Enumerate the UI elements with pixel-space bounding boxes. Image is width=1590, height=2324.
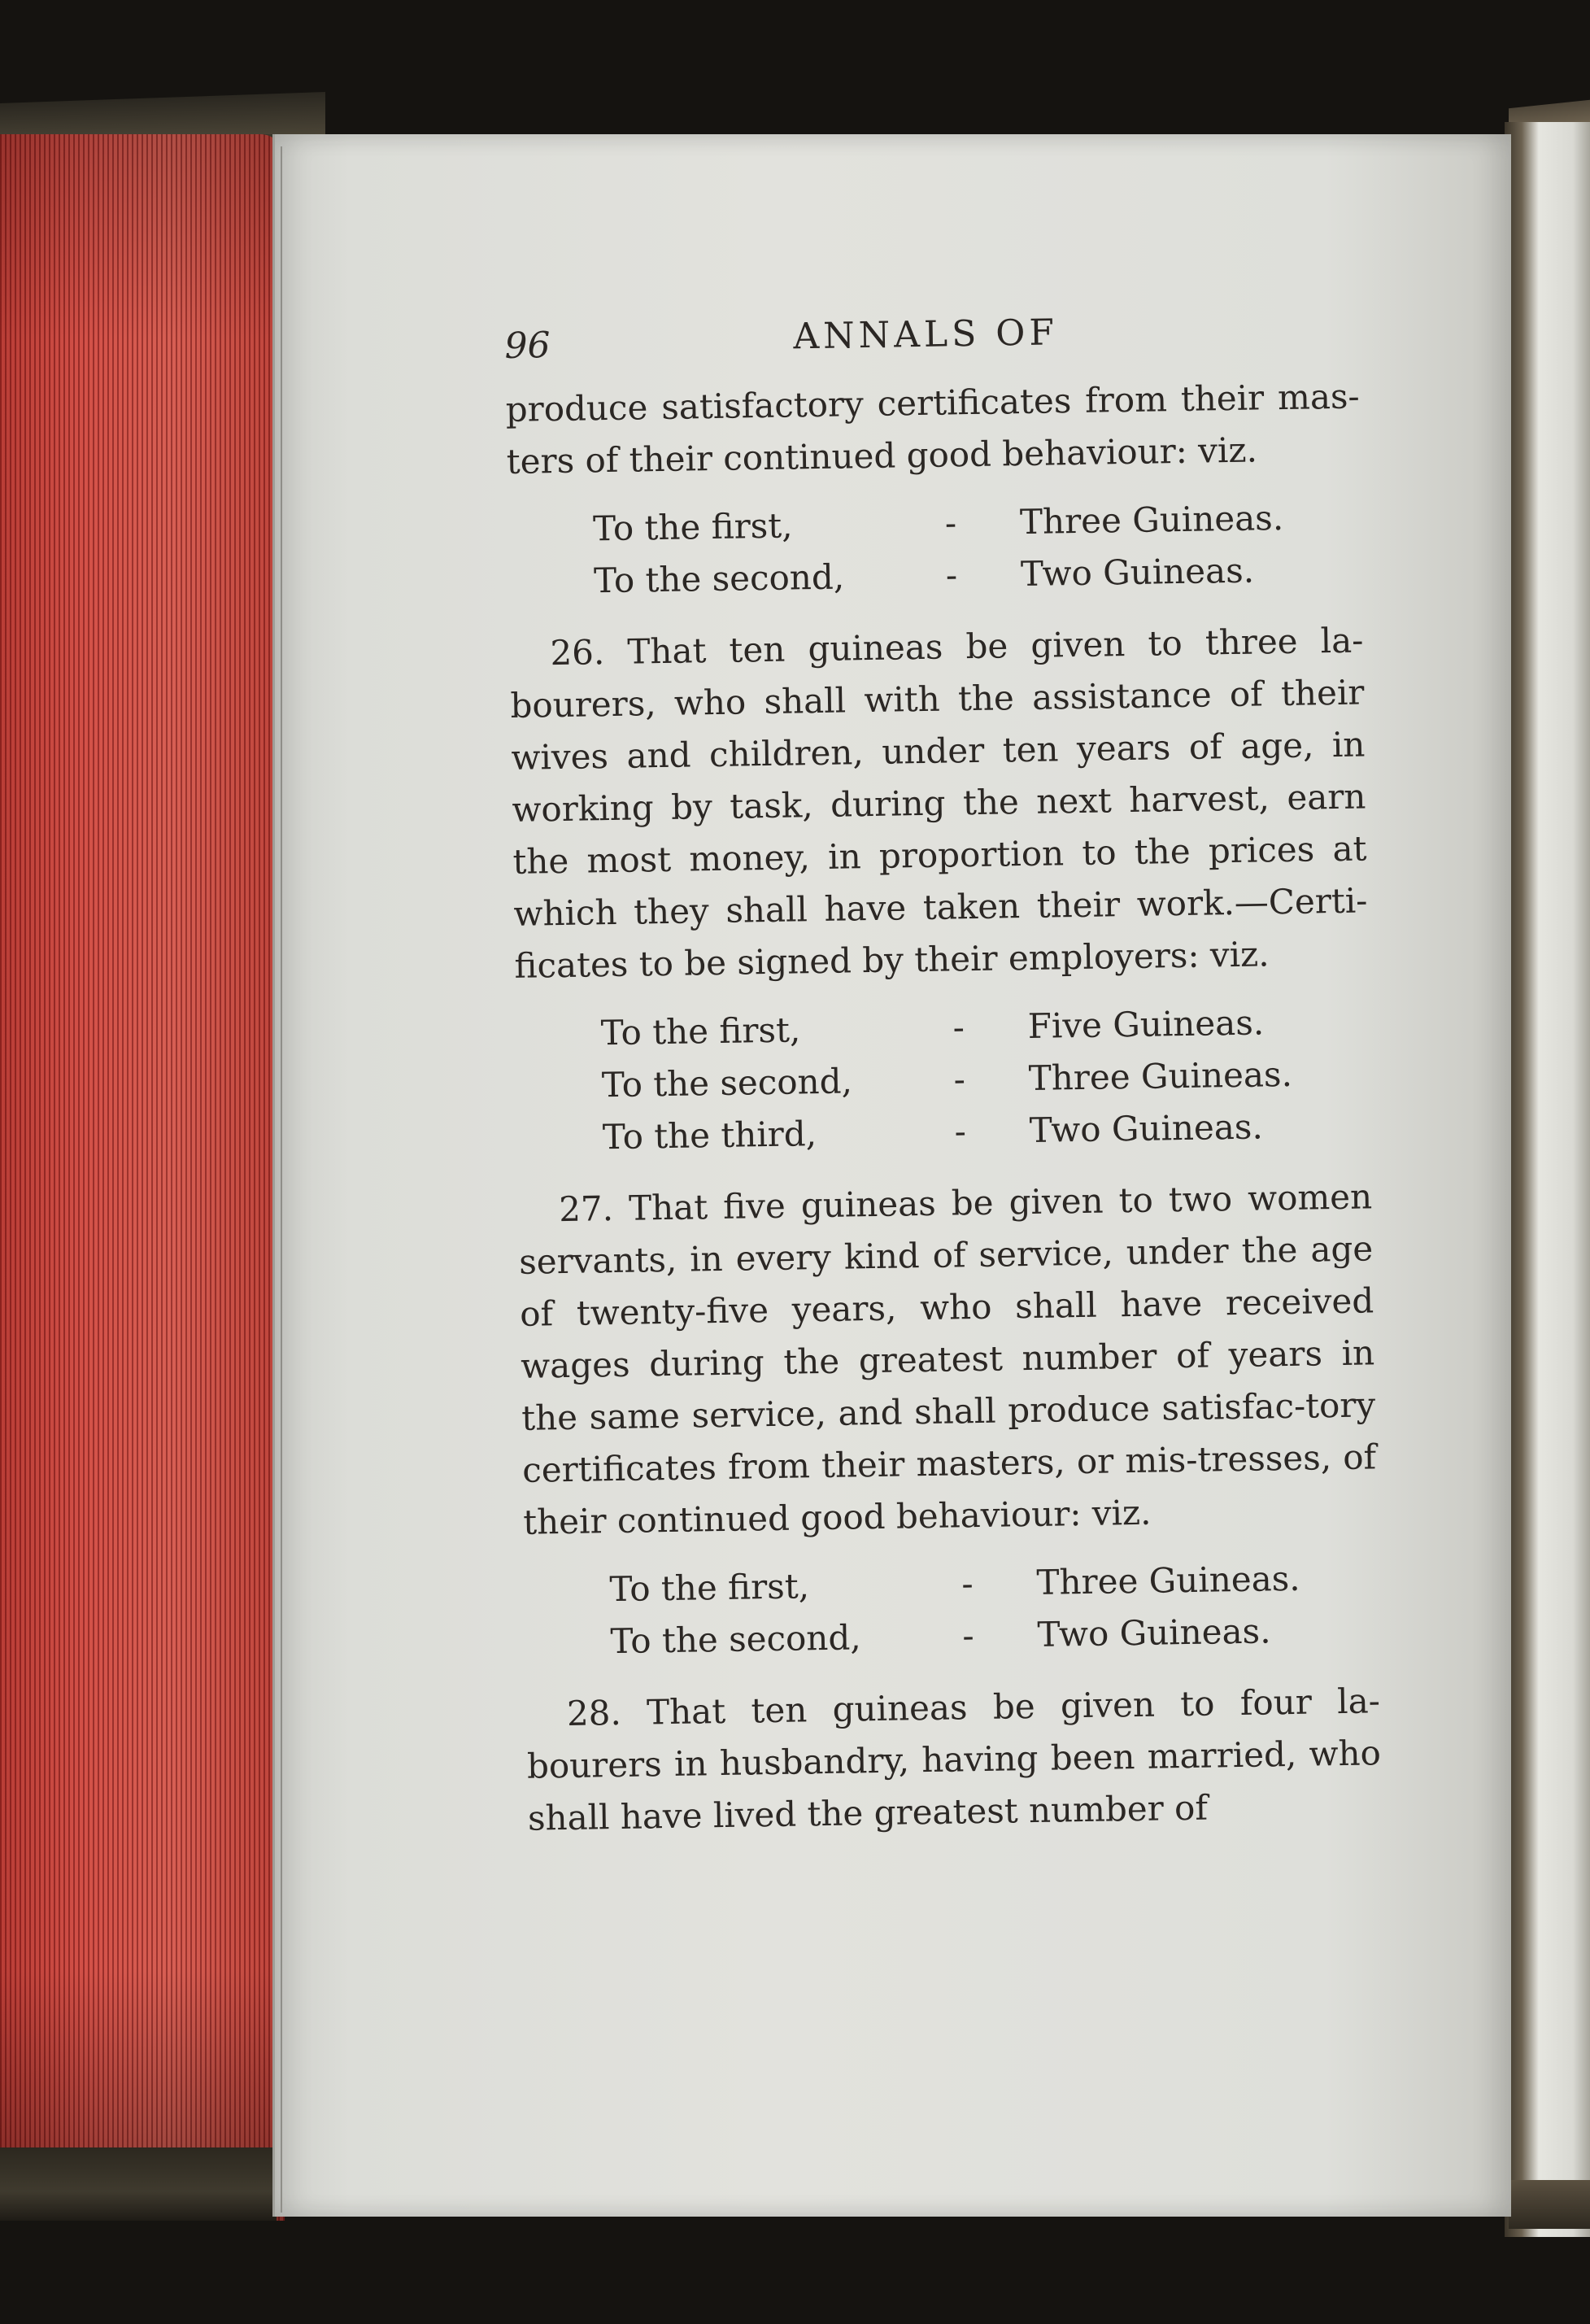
prize-rank: To the first,	[600, 1009, 801, 1053]
prize-dash: -	[952, 1007, 965, 1048]
prize-rank: To the first,	[609, 1566, 810, 1610]
prize-row	[602, 1099, 1371, 1163]
page-gutter-line	[281, 146, 282, 2213]
prize-dash: -	[962, 1615, 975, 1656]
prize-amount: Three Guineas.	[1036, 1558, 1300, 1602]
prize-amount: Three Guineas.	[1028, 1053, 1293, 1098]
prize-amount: Three Guineas.	[1019, 497, 1284, 543]
prize-list-3	[524, 1551, 1379, 1668]
prize-dash: -	[954, 1111, 967, 1152]
prize-dash: -	[961, 1563, 974, 1604]
prize-row	[594, 543, 1363, 607]
prize-list-1	[507, 491, 1363, 608]
prize-row	[610, 1603, 1379, 1668]
prize-list-2	[515, 995, 1371, 1164]
prize-dash: -	[945, 555, 958, 595]
prize-amount: Two Guineas.	[1020, 550, 1255, 595]
prize-amount: Five Guineas.	[1027, 1002, 1265, 1046]
prize-rank: To the second,	[601, 1061, 853, 1105]
page-number: 96	[504, 325, 551, 367]
facing-page-edge	[1505, 122, 1590, 2237]
prize-amount: Two Guineas.	[1029, 1106, 1264, 1150]
facing-page-bottom	[1509, 2180, 1590, 2229]
paragraph-27: 27. That five guineas be given to two women servants, in every kind of service, under the age of twenty-five years, who shall have received wages during the greatest number of years in the same service, and shall produce satisfac-tory certificates from their masters, or mis-tresses, of their continued good behaviour: viz.	[518, 1176, 1377, 1542]
prize-dash: -	[944, 503, 957, 543]
prize-rank: To the second,	[610, 1617, 861, 1662]
paragraph-28: 28. That ten guineas be given to four la-bourers in husbandry, having been married, who shall have lived the greatest number of	[526, 1681, 1382, 1838]
prize-amount: Two Guineas.	[1037, 1611, 1271, 1655]
prize-rank: To the second,	[593, 556, 845, 601]
prize-rank: To the first,	[592, 505, 793, 549]
book-cover-bottom	[0, 2147, 277, 2221]
page-text-block	[504, 304, 1382, 1845]
running-head: ANNALS OF	[793, 312, 1059, 358]
prize-rank: To the third,	[602, 1114, 817, 1158]
prize-dash: -	[953, 1059, 966, 1100]
page-edge-shadow	[0, 134, 285, 2221]
opening-paragraph: produce satisfactory certificates from their mas-ters of their continued good behaviour: viz.	[505, 376, 1361, 482]
paragraph-26: 26. That ten guineas be given to three la-bourers, who shall with the assistance of their wives and children, under ten years of age, in working by task, during the next harvest, earn the most money, in proportion to the prices at which they shall have taken their work.—Certi-ficates to be signed by their employers: viz.	[510, 620, 1368, 986]
